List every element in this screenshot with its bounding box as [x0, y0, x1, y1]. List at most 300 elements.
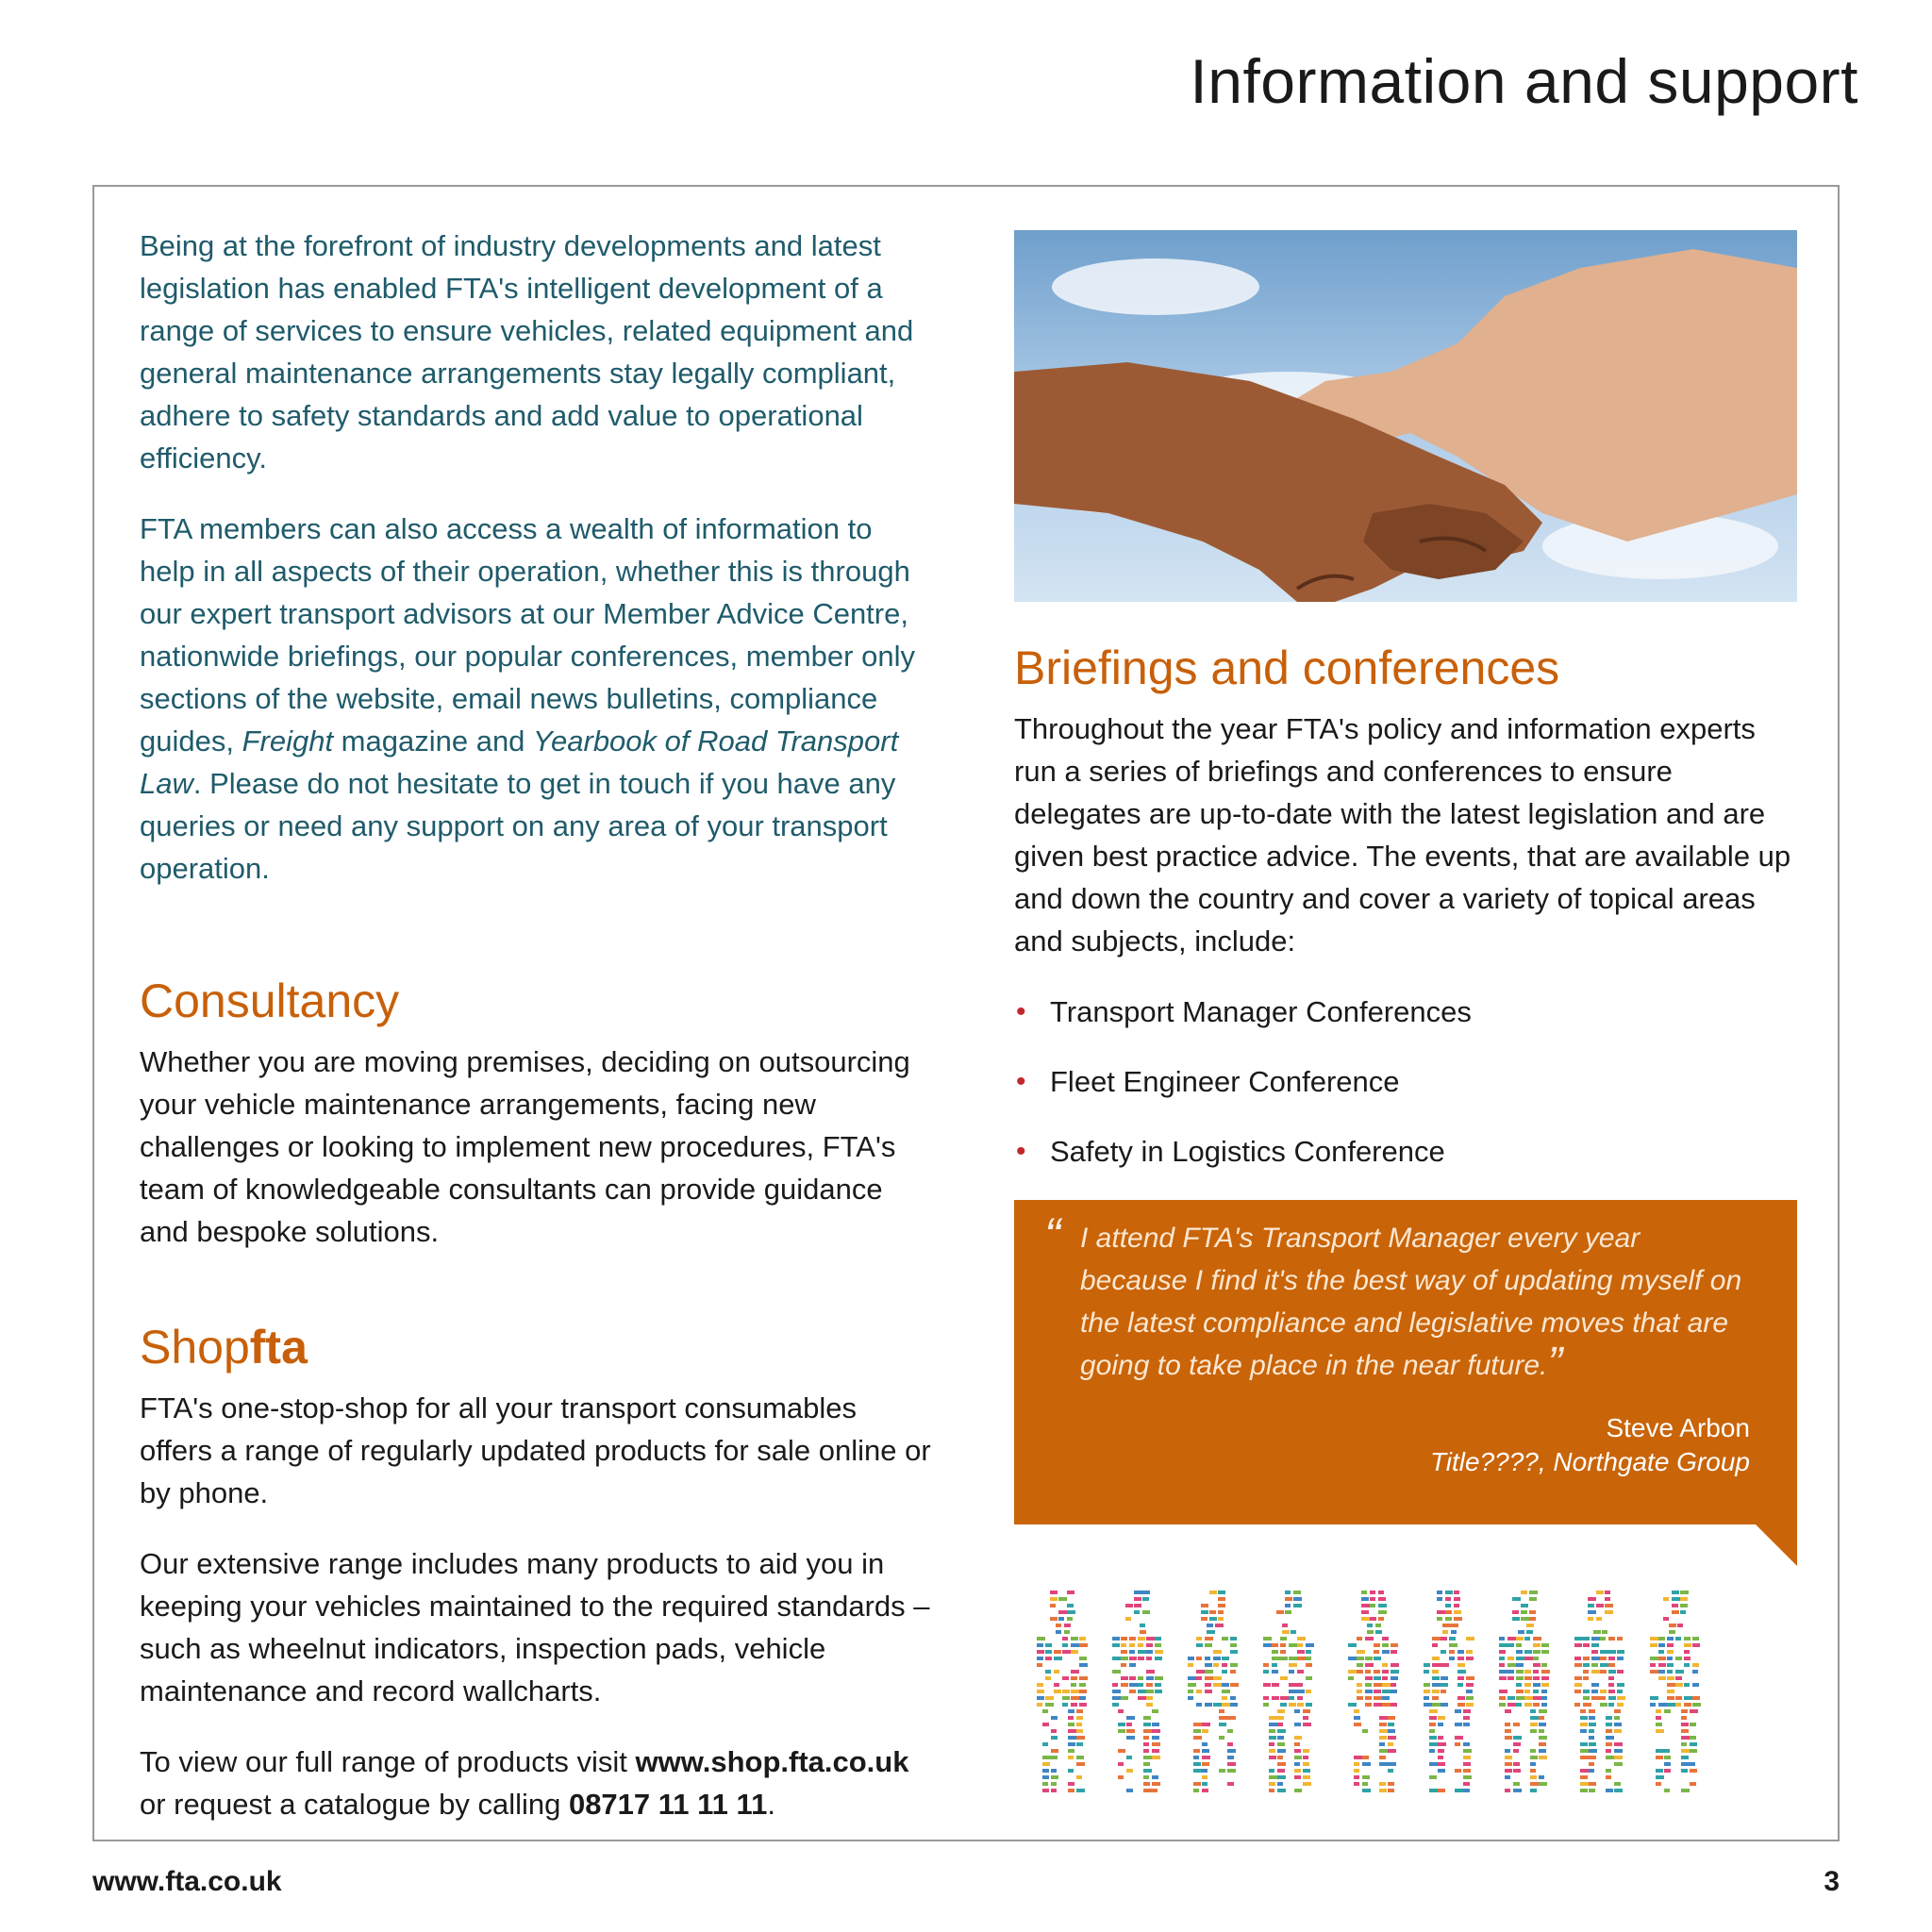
mosaic-tile	[1681, 1723, 1689, 1726]
mosaic-tile	[1533, 1663, 1541, 1667]
mosaic-tile	[1466, 1657, 1474, 1660]
mosaic-tile	[1121, 1657, 1128, 1660]
mosaic-tile	[1516, 1637, 1524, 1641]
intro-p2-middle: magazine and	[333, 724, 534, 758]
mosaic-tile	[1533, 1637, 1541, 1641]
mosaic-tile	[1539, 1742, 1546, 1746]
mosaic-tile	[1441, 1637, 1447, 1641]
mosaic-tile	[1391, 1690, 1397, 1693]
mosaic-tile	[1438, 1756, 1443, 1759]
mosaic-tile	[1667, 1650, 1674, 1654]
mosaic-tile	[1230, 1703, 1238, 1707]
mosaic-tile	[1068, 1736, 1076, 1740]
mosaic-tile	[1455, 1723, 1462, 1726]
mosaic-tile	[1202, 1749, 1209, 1753]
mosaic-tile	[1280, 1703, 1287, 1707]
mosaic-tile	[1138, 1650, 1146, 1654]
mosaic-tile	[1280, 1676, 1288, 1680]
mosaic-tile	[1449, 1657, 1455, 1660]
mosaic-tile	[1513, 1782, 1520, 1786]
mosaic-tile	[1580, 1729, 1587, 1733]
mosaic-tile	[1690, 1723, 1696, 1726]
handshake-icon	[1014, 230, 1797, 602]
mosaic-tile	[1521, 1591, 1527, 1594]
mosaic-tile	[1054, 1650, 1061, 1654]
mosaic-tile	[1580, 1749, 1589, 1753]
mosaic-tile	[1524, 1676, 1532, 1680]
mosaic-tile	[1600, 1650, 1608, 1654]
intro-section	[140, 225, 932, 890]
mosaic-tile	[1681, 1789, 1690, 1792]
mosaic-tile	[1222, 1690, 1230, 1693]
mosaic-tile	[1306, 1657, 1311, 1660]
mosaic-tile	[1499, 1637, 1505, 1641]
mosaic-tile	[1294, 1756, 1302, 1759]
mosaic-tile	[1146, 1690, 1154, 1693]
mosaic-tile	[1589, 1762, 1594, 1766]
mosaic-tile	[1457, 1676, 1464, 1680]
mosaic-tile	[1617, 1690, 1623, 1693]
mosaic-tile	[1656, 1749, 1664, 1753]
mosaic-tile	[1667, 1676, 1674, 1680]
mosaic-tile	[1513, 1736, 1522, 1740]
mosaic-tile	[1429, 1723, 1436, 1726]
mosaic-tile	[1152, 1729, 1160, 1733]
mosaic-tile	[1589, 1789, 1595, 1792]
mosaic-tile	[1213, 1650, 1222, 1654]
mosaic-tile	[1207, 1630, 1215, 1634]
mosaic-tile	[1379, 1742, 1385, 1746]
mosaic-tile	[1201, 1610, 1208, 1614]
mosaic-tile	[1530, 1775, 1537, 1779]
mosaic-tile	[1306, 1650, 1311, 1654]
mosaic-tile	[1354, 1756, 1362, 1759]
mosaic-tile	[1507, 1637, 1516, 1641]
mosaic-tile	[1062, 1650, 1071, 1654]
mosaic-tile	[1663, 1617, 1669, 1621]
mosaic-tile	[1424, 1683, 1430, 1687]
mosaic-tile	[1209, 1610, 1216, 1614]
mosaic-tile	[1269, 1729, 1275, 1733]
mosaic-tile	[1079, 1696, 1086, 1700]
handshake-photo	[1014, 230, 1797, 602]
mosaic-tile	[1056, 1630, 1061, 1634]
mosaic-tile	[1524, 1703, 1532, 1707]
mosaic-tile	[1076, 1716, 1083, 1720]
mosaic-tile	[1068, 1749, 1074, 1753]
mosaic-tile	[1591, 1657, 1600, 1660]
mosaic-tile	[1050, 1617, 1058, 1621]
person-figure	[1424, 1591, 1474, 1792]
mosaic-tile	[1516, 1670, 1524, 1674]
mosaic-tile	[1442, 1624, 1451, 1627]
mosaic-tile	[1219, 1709, 1224, 1713]
mosaic-tile	[1051, 1749, 1058, 1753]
mosaic-tile	[1051, 1736, 1058, 1740]
mosaic-tile	[1152, 1782, 1160, 1786]
mosaic-tile	[1391, 1683, 1396, 1687]
list-item-label: Transport Manager Conferences	[1050, 995, 1472, 1028]
mosaic-tile	[1667, 1643, 1674, 1647]
mosaic-tile	[1076, 1762, 1085, 1766]
mosaic-tile	[1388, 1736, 1396, 1740]
mosaic-tile	[1196, 1657, 1202, 1660]
shop-paragraph-2: Our extensive range includes many products to aid you in keeping your vehicles maintained to the required standards – such as wheelnut indicators, inspection pads, vehicle maintenance and record wallcharts.	[140, 1547, 930, 1707]
mosaic-tile	[1596, 1591, 1604, 1594]
mosaic-tile	[1680, 1597, 1688, 1601]
mosaic-tile	[1126, 1789, 1133, 1792]
mosaic-tile	[1058, 1610, 1067, 1614]
mosaic-tile	[1692, 1637, 1699, 1641]
mosaic-tile	[1068, 1756, 1074, 1759]
mosaic-tile	[1438, 1716, 1445, 1720]
mosaic-tile	[1303, 1756, 1308, 1759]
mosaic-tile	[1272, 1663, 1277, 1667]
mosaic-tile	[1042, 1769, 1049, 1773]
mosaic-tile	[1608, 1637, 1615, 1641]
page-title: Information and support	[1190, 46, 1858, 116]
mosaic-tile	[1675, 1696, 1682, 1700]
mosaic-tile	[1357, 1670, 1363, 1674]
mosaic-tile	[1692, 1696, 1700, 1700]
mosaic-tile	[1518, 1630, 1524, 1634]
mosaic-tile	[1269, 1723, 1277, 1726]
mosaic-tile	[1227, 1716, 1236, 1720]
mosaic-tile	[1037, 1703, 1042, 1707]
mosaic-tile	[1289, 1683, 1297, 1687]
mosaic-tile	[1530, 1782, 1539, 1786]
mosaic-tile	[1362, 1756, 1369, 1759]
mosaic-tile	[1306, 1663, 1312, 1667]
mosaic-tile	[1441, 1663, 1449, 1667]
mosaic-tile	[1071, 1637, 1078, 1641]
mosaic-tile	[1499, 1663, 1505, 1667]
mosaic-tile	[1209, 1591, 1217, 1594]
mosaic-tile	[1134, 1591, 1142, 1594]
mosaic-tile	[1143, 1729, 1152, 1733]
mosaic-tile	[1297, 1690, 1305, 1693]
mosaic-tile	[1463, 1749, 1472, 1753]
mosaic-tile	[1692, 1703, 1701, 1707]
mosaic-tile	[1294, 1723, 1301, 1726]
mosaic-tile	[1155, 1637, 1161, 1641]
mosaic-tile	[1218, 1591, 1225, 1594]
mosaic-tile	[1277, 1789, 1286, 1792]
mosaic-tile	[1202, 1775, 1208, 1779]
mosaic-tile	[1143, 1723, 1151, 1726]
mosaic-tile	[1143, 1742, 1149, 1746]
mosaic-tile	[1457, 1696, 1465, 1700]
mosaic-tile	[1505, 1729, 1511, 1733]
mosaic-tile	[1391, 1643, 1398, 1647]
mosaic-tile	[1272, 1657, 1280, 1660]
mosaic-tile	[1062, 1643, 1068, 1647]
mosaic-tile	[1438, 1789, 1445, 1792]
mosaic-tile	[1675, 1670, 1684, 1674]
mosaic-tile	[1516, 1696, 1524, 1700]
mosaic-tile	[1058, 1597, 1067, 1601]
mosaic-tile	[1539, 1723, 1546, 1726]
mosaic-tile	[1432, 1643, 1438, 1647]
person-figure	[1499, 1591, 1550, 1792]
mosaic-tile	[1391, 1650, 1397, 1654]
mosaic-tile	[1374, 1683, 1382, 1687]
mosaic-tile	[1455, 1709, 1461, 1713]
mosaic-tile	[1593, 1630, 1601, 1634]
mosaic-tile	[1512, 1610, 1519, 1614]
mosaic-tile	[1580, 1742, 1588, 1746]
mosaic-tile	[1681, 1769, 1688, 1773]
shop-url-link[interactable]: www.shop.fta.co.uk	[635, 1745, 909, 1778]
mosaic-tile	[1068, 1723, 1074, 1726]
mosaic-tile	[1285, 1610, 1291, 1614]
mosaic-tile	[1512, 1597, 1521, 1601]
mosaic-tile	[1269, 1742, 1274, 1746]
mosaic-tile	[1188, 1663, 1193, 1667]
mosaic-tile	[1143, 1756, 1152, 1759]
mosaic-tile	[1303, 1762, 1309, 1766]
mosaic-tile	[1600, 1696, 1606, 1700]
mosaic-tile	[1079, 1690, 1087, 1693]
mosaic-tile	[1045, 1670, 1051, 1674]
mosaic-tile	[1365, 1657, 1373, 1660]
person-figure	[1574, 1591, 1625, 1792]
mosaic-tile	[1589, 1716, 1595, 1720]
mosaic-tile	[1293, 1597, 1302, 1601]
mosaic-tile	[1684, 1637, 1690, 1641]
mosaic-tile	[1056, 1624, 1061, 1627]
mosaic-tile	[1112, 1696, 1121, 1700]
left-column	[140, 225, 932, 1854]
mosaic-tile	[1193, 1789, 1199, 1792]
mosaic-tile	[1533, 1643, 1541, 1647]
mosaic-tile	[1205, 1637, 1213, 1641]
mosaic-tile	[1530, 1769, 1536, 1773]
mosaic-tile	[1280, 1696, 1289, 1700]
mosaic-tile	[1539, 1782, 1547, 1786]
mosaic-tile	[1505, 1769, 1512, 1773]
briefings-section	[1014, 640, 1797, 1173]
mosaic-tile	[1530, 1729, 1537, 1733]
mosaic-tile	[1280, 1643, 1286, 1647]
mosaic-tile	[1530, 1789, 1537, 1792]
mosaic-tile	[1529, 1610, 1536, 1614]
mosaic-tile	[1361, 1597, 1369, 1601]
mosaic-tile	[1277, 1769, 1285, 1773]
mosaic-tile	[1499, 1703, 1506, 1707]
mosaic-tile	[1188, 1690, 1193, 1693]
mosaic-tile	[1680, 1591, 1689, 1594]
mosaic-tile	[1516, 1657, 1524, 1660]
mosaic-tile	[1429, 1762, 1438, 1766]
mosaic-tile	[1530, 1723, 1538, 1726]
mosaic-tile	[1432, 1670, 1439, 1674]
mosaic-tile	[1457, 1663, 1465, 1667]
mosaic-tile	[1051, 1756, 1058, 1759]
mosaic-tile	[1196, 1670, 1205, 1674]
mosaic-tile	[1294, 1709, 1300, 1713]
mosaic-tile	[1348, 1670, 1357, 1674]
mosaic-tile	[1071, 1676, 1077, 1680]
mosaic-tile	[1449, 1650, 1455, 1654]
mosaic-tile	[1600, 1663, 1608, 1667]
mosaic-tile	[1608, 1690, 1615, 1693]
mosaic-tile	[1045, 1703, 1054, 1707]
mosaic-tile	[1138, 1676, 1143, 1680]
mosaic-tile	[1432, 1676, 1440, 1680]
mosaic-tile	[1348, 1657, 1357, 1660]
mosaic-tile	[1306, 1703, 1312, 1707]
mosaic-tile	[1451, 1624, 1458, 1627]
list-item	[1014, 1130, 1797, 1173]
mosaic-tile	[1370, 1604, 1375, 1607]
mosaic-tile	[1277, 1782, 1283, 1786]
mosaic-tile	[1121, 1643, 1126, 1647]
mosaic-tile	[1614, 1749, 1623, 1753]
mosaic-tile	[1513, 1762, 1520, 1766]
mosaic-tile	[1574, 1663, 1582, 1667]
mosaic-tile	[1222, 1683, 1229, 1687]
mosaic-tile	[1606, 1723, 1612, 1726]
mosaic-tile	[1499, 1696, 1506, 1700]
mosaic-tile	[1303, 1709, 1310, 1713]
mosaic-tile	[1227, 1762, 1236, 1766]
shop-p3-middle: or request a catalogue by calling	[140, 1788, 569, 1821]
mosaic-tile	[1663, 1597, 1669, 1601]
mosaic-tile	[1045, 1657, 1052, 1660]
mosaic-tile	[1230, 1670, 1236, 1674]
mosaic-tile	[1155, 1676, 1163, 1680]
mosaic-tile	[1541, 1650, 1549, 1654]
testimonial-attribution	[1080, 1411, 1750, 1479]
mosaic-tile	[1222, 1663, 1227, 1667]
person-figure	[1188, 1591, 1239, 1792]
mosaic-tile	[1437, 1617, 1442, 1621]
mosaic-tile	[1143, 1775, 1149, 1779]
mosaic-tile	[1455, 1789, 1463, 1792]
mosaic-tile	[1583, 1696, 1590, 1700]
mosaic-tile	[1589, 1769, 1594, 1773]
person-figure	[1348, 1591, 1399, 1792]
mosaic-tile	[1379, 1736, 1387, 1740]
mosaic-tile	[1650, 1657, 1658, 1660]
mosaic-tile	[1213, 1676, 1222, 1680]
mosaic-tile	[1591, 1690, 1598, 1693]
mosaic-tile	[1374, 1643, 1380, 1647]
mosaic-tile	[1289, 1696, 1294, 1700]
mosaic-tile	[1202, 1729, 1208, 1733]
mosaic-tile	[1684, 1643, 1691, 1647]
mosaic-tile	[1505, 1775, 1510, 1779]
mosaic-tile	[1382, 1663, 1388, 1667]
mosaic-tile	[1667, 1683, 1675, 1687]
mosaic-tile	[1596, 1604, 1604, 1607]
mosaic-tile	[1457, 1657, 1464, 1660]
mosaic-tile	[1539, 1775, 1544, 1779]
mosaic-tile	[1058, 1617, 1064, 1621]
mosaic-tile	[1076, 1709, 1083, 1713]
footer-url[interactable]: www.fta.co.uk	[92, 1866, 282, 1897]
mosaic-tile	[1664, 1762, 1671, 1766]
mosaic-tile	[1112, 1690, 1121, 1693]
mosaic-tile	[1614, 1716, 1620, 1720]
mosaic-tile	[1196, 1690, 1202, 1693]
mosaic-tile	[1441, 1703, 1448, 1707]
mosaic-tile	[1591, 1637, 1600, 1641]
mosaic-tile	[1205, 1663, 1212, 1667]
mosaic-tile	[1690, 1742, 1697, 1746]
mosaic-tile	[1466, 1650, 1473, 1654]
mosaic-tile	[1656, 1756, 1663, 1759]
mosaic-tile	[1297, 1683, 1303, 1687]
mosaic-tile	[1424, 1696, 1429, 1700]
mosaic-tile	[1272, 1683, 1279, 1687]
mosaic-tile	[1606, 1769, 1611, 1773]
mosaic-tile	[1374, 1676, 1381, 1680]
mosaic-tile	[1121, 1696, 1128, 1700]
mosaic-tile	[1650, 1643, 1657, 1647]
mosaic-tile	[1667, 1670, 1673, 1674]
mosaic-tile	[1449, 1643, 1457, 1647]
mosaic-tile	[1054, 1657, 1062, 1660]
mosaic-tile	[1463, 1769, 1471, 1773]
mosaic-tile	[1664, 1756, 1671, 1759]
mosaic-tile	[1357, 1637, 1362, 1641]
mosaic-tile	[1155, 1650, 1163, 1654]
mosaic-tile	[1463, 1756, 1471, 1759]
mosaic-tile	[1129, 1657, 1137, 1660]
mosaic-tile	[1454, 1610, 1461, 1614]
mosaic-tile	[1499, 1690, 1507, 1693]
consultancy-heading: Consultancy	[140, 974, 400, 1027]
mosaic-tile	[1155, 1690, 1162, 1693]
mosaic-tile	[1227, 1729, 1233, 1733]
mosaic-tile	[1583, 1676, 1589, 1680]
intro-paragraph-2	[140, 508, 932, 890]
shop-paragraph-1: FTA's one-stop-shop for all your transport consumables offers a range of regularly updated products for sale online or by phone.	[140, 1391, 931, 1509]
mosaic-tile	[1658, 1676, 1666, 1680]
mosaic-tile	[1146, 1670, 1155, 1674]
mosaic-tile	[1152, 1756, 1160, 1759]
mosaic-tile	[1152, 1709, 1158, 1713]
mosaic-tile	[1062, 1703, 1068, 1707]
mosaic-tile	[1138, 1643, 1143, 1647]
mosaic-tile	[1516, 1676, 1524, 1680]
mosaic-tile	[1207, 1624, 1213, 1627]
mosaic-tile	[1367, 1630, 1374, 1634]
mosaic-tile	[1291, 1630, 1296, 1634]
mosaic-tile	[1076, 1789, 1085, 1792]
shop-section	[140, 1319, 932, 1825]
mosaic-tile	[1589, 1729, 1594, 1733]
mosaic-tile	[1429, 1775, 1437, 1779]
mosaic-tile	[1530, 1762, 1536, 1766]
mosaic-tile	[1188, 1683, 1196, 1687]
mosaic-tile	[1524, 1657, 1533, 1660]
mosaic-tile	[1583, 1703, 1591, 1707]
mosaic-tile	[1042, 1762, 1050, 1766]
mosaic-tile	[1658, 1637, 1665, 1641]
mosaic-tile	[1218, 1617, 1224, 1621]
mosaic-tile	[1526, 1624, 1534, 1627]
mosaic-tile	[1129, 1650, 1135, 1654]
mosaic-tile	[1193, 1749, 1200, 1753]
mosaic-tile	[1379, 1756, 1386, 1759]
mosaic-tile	[1121, 1676, 1128, 1680]
mosaic-tile	[1690, 1782, 1696, 1786]
mosaic-tile	[1277, 1716, 1284, 1720]
testimonial-quote	[1080, 1217, 1750, 1387]
